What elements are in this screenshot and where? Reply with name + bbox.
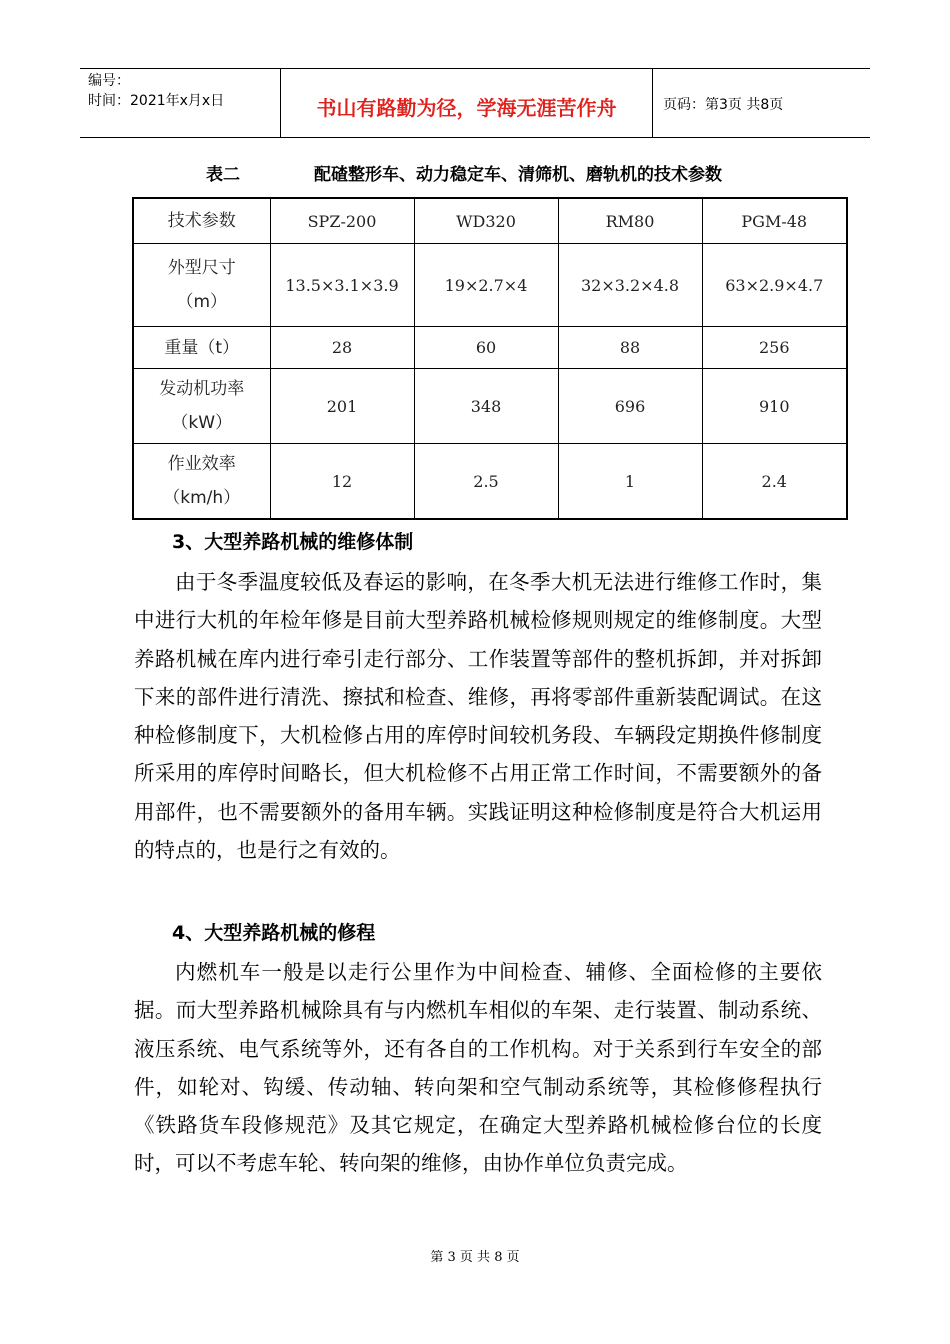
row-label-unit: （kW） (171, 413, 233, 433)
table-title-prefix: 表二 (206, 165, 240, 185)
row-label-unit: （m） (176, 292, 228, 312)
section-heading: 4、大型养路机械的修程 (172, 922, 376, 944)
table-cell: 1 (558, 444, 702, 520)
time-label: 时间：2021年x月x日 (88, 93, 225, 109)
table-header-row (133, 198, 847, 244)
table-cell: 28 (270, 327, 414, 369)
row-label-line: 重量（t） (164, 337, 240, 358)
row-label (133, 369, 270, 444)
table-title-text: 配碴整形车、动力稳定车、清筛机、磨轨机的技术参数 (314, 165, 722, 185)
table-cell: 32×3.2×4.8 (558, 244, 702, 327)
row-label-line: 外型尺寸 (167, 258, 236, 278)
table-cell: 19×2.7×4 (414, 244, 558, 327)
page-header (80, 68, 870, 138)
table-header-cell: SPZ-200 (270, 198, 414, 244)
table-cell: 256 (702, 327, 847, 369)
table-header-cell: PGM-48 (702, 198, 847, 244)
row-label-unit: （km/h） (163, 488, 241, 508)
parameters-table (132, 197, 848, 520)
row-label (133, 444, 270, 520)
table-cell: 2.5 (414, 444, 558, 520)
table-header-cell: 技术参数 (133, 198, 270, 244)
header-meta (80, 69, 281, 137)
section-paragraph: 内燃机车一般是以走行公里作为中间检查、辅修、全面检修的主要依据。而大型养路机械除具有与内燃机车相似的车架、走行装置、制动系统、液压系统、电气系统等外，还有各自的工作机构。对于关系到行车安全的部件，如轮对、钩缓、传动轴、转向架和空气制动系统等，其检修修程执行《铁路货车段修规范》及其它规定，在确定大型养路机械检修台位的长度时，可以不考虑车轮、转向架的维修，由协作单位负责完成。 (134, 960, 822, 1176)
row-label-line: 发动机功率 (159, 379, 245, 399)
table-cell: 2.4 (702, 444, 847, 520)
table-cell: 60 (414, 327, 558, 369)
table-cell: 201 (270, 369, 414, 444)
table-cell: 12 (270, 444, 414, 520)
table-row (133, 369, 847, 444)
page-footer: 第 3 页 共 8 页 (430, 1250, 520, 1265)
row-label (133, 327, 270, 369)
row-label-line: 作业效率 (167, 454, 236, 474)
table-row (133, 444, 847, 520)
table-cell: 696 (558, 369, 702, 444)
table-cell: 910 (702, 369, 847, 444)
section-paragraph: 由于冬季温度较低及春运的影响，在冬季大机无法进行维修工作时，集中进行大机的年检年修是目前大型养路机械检修规则规定的维修制度。大型养路机械在库内进行牵引走行部分、工作装置等部件的整机拆卸，并对拆卸下来的部件进行清洗、擦拭和检查、维修，再将零部件重新装配调试。在这种检修制度下，大机检修占用的库停时间较机务段、车辆段定期换件修制度所采用的库停时间略长，但大机检修不占用正常工作时间，不需要额外的备用部件，也不需要额外的备用车辆。实践证明这种检修制度是符合大机运用的特点的，也是行之有效的。 (134, 570, 822, 863)
header-page-info: 页码：第3页 共8页 (663, 97, 784, 113)
table-cell: 348 (414, 369, 558, 444)
header-motto: 书山有路勤为径，学海无涯苦作舟 (281, 69, 653, 137)
code-label: 编号： (88, 73, 130, 89)
row-label (133, 244, 270, 327)
table-row (133, 244, 847, 327)
table-cell: 63×2.9×4.7 (702, 244, 847, 327)
table-row (133, 327, 847, 369)
table-header-cell: WD320 (414, 198, 558, 244)
table-cell: 13.5×3.1×3.9 (270, 244, 414, 327)
table-cell: 88 (558, 327, 702, 369)
table-header-cell: RM80 (558, 198, 702, 244)
section-heading: 3、大型养路机械的维修体制 (172, 531, 414, 553)
